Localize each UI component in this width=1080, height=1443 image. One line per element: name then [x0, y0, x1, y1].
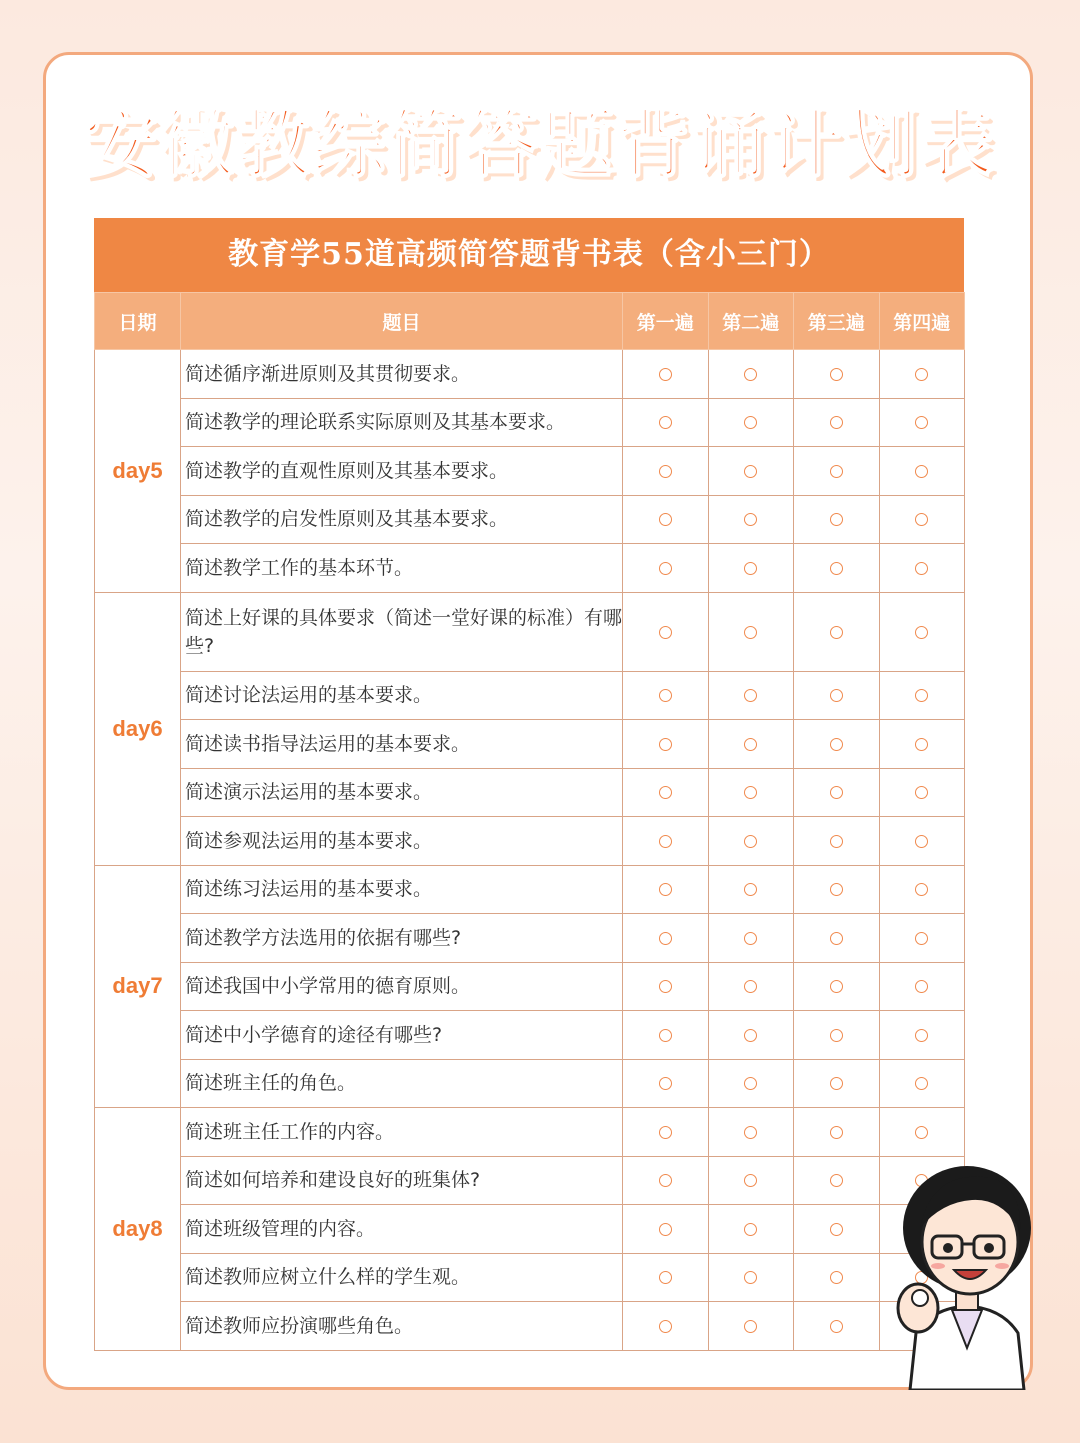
- table-body: [95, 350, 965, 1351]
- pass-1-cell: [623, 1059, 709, 1108]
- pass-3-cell: [794, 962, 880, 1011]
- checkbox-circle-icon[interactable]: [744, 689, 757, 702]
- checkbox-circle-icon[interactable]: [659, 562, 672, 575]
- pass-3-cell: [794, 1108, 880, 1157]
- checkbox-circle-icon[interactable]: [830, 835, 843, 848]
- table-row: [95, 865, 965, 914]
- checkbox-circle-icon[interactable]: [659, 1077, 672, 1090]
- pass-3-cell: [794, 592, 880, 671]
- pass-4-cell: [879, 544, 965, 593]
- table-row: [95, 817, 965, 866]
- checkbox-circle-icon[interactable]: [744, 416, 757, 429]
- pass-2-cell: [708, 350, 794, 399]
- pass-3-cell: [794, 1205, 880, 1254]
- day-label: day7: [95, 865, 181, 1108]
- pass-1-cell: [623, 350, 709, 399]
- checkbox-circle-icon[interactable]: [830, 1029, 843, 1042]
- pass-4-cell: [879, 592, 965, 671]
- checkbox-circle-icon[interactable]: [659, 1029, 672, 1042]
- question-text: 简述教学的理论联系实际原则及其基本要求。: [181, 398, 623, 447]
- table-row: [95, 720, 965, 769]
- pass-4-cell: [879, 495, 965, 544]
- pass-4-cell: [879, 962, 965, 1011]
- pass-1-cell: [623, 865, 709, 914]
- pass-1-cell: [623, 398, 709, 447]
- table-row: [95, 1059, 965, 1108]
- checkbox-circle-icon[interactable]: [830, 980, 843, 993]
- pass-2-cell: [708, 592, 794, 671]
- header-pass-2: 第二遍: [708, 293, 794, 350]
- table-row: [95, 1253, 965, 1302]
- pass-2-cell: [708, 398, 794, 447]
- checkbox-circle-icon[interactable]: [830, 416, 843, 429]
- question-text: 简述讨论法运用的基本要求。: [181, 671, 623, 720]
- pass-4-cell: [879, 447, 965, 496]
- plan-table: [94, 292, 965, 1351]
- pass-1-cell: [623, 1205, 709, 1254]
- checkbox-circle-icon[interactable]: [744, 1223, 757, 1236]
- question-text: 简述循序渐进原则及其贯彻要求。: [181, 350, 623, 399]
- table-row: [95, 447, 965, 496]
- pass-3-cell: [794, 865, 880, 914]
- table-row: [95, 914, 965, 963]
- checkbox-circle-icon[interactable]: [744, 980, 757, 993]
- teacher-avatar: [892, 1158, 1042, 1390]
- table-row: [95, 495, 965, 544]
- pass-2-cell: [708, 544, 794, 593]
- question-text: 简述班主任工作的内容。: [181, 1108, 623, 1157]
- pass-3-cell: [794, 350, 880, 399]
- pass-1-cell: [623, 768, 709, 817]
- checkbox-circle-icon[interactable]: [659, 689, 672, 702]
- checkbox-circle-icon[interactable]: [915, 1077, 928, 1090]
- question-text: 简述教学的直观性原则及其基本要求。: [181, 447, 623, 496]
- checkbox-circle-icon[interactable]: [659, 465, 672, 478]
- pass-1-cell: [623, 1253, 709, 1302]
- checkbox-circle-icon[interactable]: [744, 562, 757, 575]
- pass-1-cell: [623, 1156, 709, 1205]
- table-row: [95, 768, 965, 817]
- pass-3-cell: [794, 768, 880, 817]
- pass-2-cell: [708, 1059, 794, 1108]
- day-label: day8: [95, 1108, 181, 1351]
- checkbox-circle-icon[interactable]: [744, 1271, 757, 1284]
- checkbox-circle-icon[interactable]: [830, 1271, 843, 1284]
- checkbox-circle-icon[interactable]: [830, 1320, 843, 1333]
- pass-2-cell: [708, 962, 794, 1011]
- checkbox-circle-icon[interactable]: [830, 786, 843, 799]
- pass-3-cell: [794, 1156, 880, 1205]
- day-label: day5: [95, 350, 181, 593]
- checkbox-circle-icon[interactable]: [744, 738, 757, 751]
- pass-2-cell: [708, 1108, 794, 1157]
- checkbox-circle-icon[interactable]: [659, 980, 672, 993]
- pass-1-cell: [623, 495, 709, 544]
- question-text: 简述我国中小学常用的德育原则。: [181, 962, 623, 1011]
- pass-1-cell: [623, 671, 709, 720]
- header-question: 题目: [181, 293, 623, 350]
- pass-4-cell: [879, 1011, 965, 1060]
- checkbox-circle-icon[interactable]: [915, 786, 928, 799]
- page-title: 安徽教综简答题背诵计划表: [84, 102, 996, 188]
- question-text: 简述教学的启发性原则及其基本要求。: [181, 495, 623, 544]
- question-text: 简述班级管理的内容。: [181, 1205, 623, 1254]
- pass-3-cell: [794, 1011, 880, 1060]
- pass-1-cell: [623, 447, 709, 496]
- pass-3-cell: [794, 817, 880, 866]
- checkbox-circle-icon[interactable]: [744, 368, 757, 381]
- checkbox-circle-icon[interactable]: [915, 883, 928, 896]
- checkbox-circle-icon[interactable]: [830, 465, 843, 478]
- checkbox-circle-icon[interactable]: [659, 1271, 672, 1284]
- table-row: [95, 962, 965, 1011]
- pass-4-cell: [879, 1059, 965, 1108]
- question-text: 简述读书指导法运用的基本要求。: [181, 720, 623, 769]
- checkbox-circle-icon[interactable]: [915, 626, 928, 639]
- pass-1-cell: [623, 914, 709, 963]
- pass-2-cell: [708, 1205, 794, 1254]
- pass-4-cell: [879, 671, 965, 720]
- question-text: 简述教学工作的基本环节。: [181, 544, 623, 593]
- checkbox-circle-icon[interactable]: [830, 626, 843, 639]
- checkbox-circle-icon[interactable]: [915, 562, 928, 575]
- checkbox-circle-icon[interactable]: [744, 1126, 757, 1139]
- pass-3-cell: [794, 447, 880, 496]
- checkbox-circle-icon[interactable]: [915, 368, 928, 381]
- question-text: 简述如何培养和建设良好的班集体?: [181, 1156, 623, 1205]
- checkbox-circle-icon[interactable]: [744, 465, 757, 478]
- table-row: [95, 1156, 965, 1205]
- checkbox-circle-icon[interactable]: [744, 1029, 757, 1042]
- pass-2-cell: [708, 1011, 794, 1060]
- pass-4-cell: [879, 720, 965, 769]
- checkbox-circle-icon[interactable]: [659, 368, 672, 381]
- checkbox-circle-icon[interactable]: [915, 513, 928, 526]
- checkbox-circle-icon[interactable]: [915, 689, 928, 702]
- pass-1-cell: [623, 592, 709, 671]
- pass-1-cell: [623, 544, 709, 593]
- pass-4-cell: [879, 350, 965, 399]
- checkbox-circle-icon[interactable]: [915, 1126, 928, 1139]
- question-text: 简述教师应扮演哪些角色。: [181, 1302, 623, 1351]
- checkbox-circle-icon[interactable]: [915, 465, 928, 478]
- checkbox-circle-icon[interactable]: [659, 626, 672, 639]
- checkbox-circle-icon[interactable]: [744, 883, 757, 896]
- checkbox-circle-icon[interactable]: [830, 368, 843, 381]
- header-row: [95, 293, 965, 350]
- checkbox-circle-icon[interactable]: [659, 1223, 672, 1236]
- checkbox-circle-icon[interactable]: [915, 416, 928, 429]
- header-pass-3: 第三遍: [794, 293, 880, 350]
- question-text: 简述参观法运用的基本要求。: [181, 817, 623, 866]
- checkbox-circle-icon[interactable]: [659, 786, 672, 799]
- checkbox-circle-icon[interactable]: [659, 1174, 672, 1187]
- pass-3-cell: [794, 1059, 880, 1108]
- checkbox-circle-icon[interactable]: [744, 932, 757, 945]
- pass-2-cell: [708, 914, 794, 963]
- pass-1-cell: [623, 720, 709, 769]
- pass-2-cell: [708, 720, 794, 769]
- checkbox-circle-icon[interactable]: [830, 1077, 843, 1090]
- table-row: [95, 592, 965, 671]
- pass-2-cell: [708, 768, 794, 817]
- header-date: 日期: [95, 293, 181, 350]
- checkbox-circle-icon[interactable]: [744, 1077, 757, 1090]
- pass-3-cell: [794, 671, 880, 720]
- table-row: [95, 1302, 965, 1351]
- pass-1-cell: [623, 1302, 709, 1351]
- checkbox-circle-icon[interactable]: [915, 1029, 928, 1042]
- pass-2-cell: [708, 817, 794, 866]
- question-text: 简述班主任的角色。: [181, 1059, 623, 1108]
- pass-3-cell: [794, 914, 880, 963]
- checkbox-circle-icon[interactable]: [915, 932, 928, 945]
- checkbox-circle-icon[interactable]: [915, 980, 928, 993]
- table-row: [95, 1011, 965, 1060]
- pass-3-cell: [794, 720, 880, 769]
- pass-2-cell: [708, 1156, 794, 1205]
- checkbox-circle-icon[interactable]: [744, 786, 757, 799]
- pass-2-cell: [708, 865, 794, 914]
- table-row: [95, 671, 965, 720]
- pass-3-cell: [794, 1253, 880, 1302]
- pass-4-cell: [879, 398, 965, 447]
- pass-1-cell: [623, 1011, 709, 1060]
- table-subtitle: 教育学55道高频简答题背书表（含小三门）: [94, 218, 964, 292]
- checkbox-circle-icon[interactable]: [744, 1320, 757, 1333]
- pass-4-cell: [879, 1108, 965, 1157]
- question-text: 简述教师应树立什么样的学生观。: [181, 1253, 623, 1302]
- checkbox-circle-icon[interactable]: [915, 835, 928, 848]
- checkbox-circle-icon[interactable]: [915, 738, 928, 751]
- pass-3-cell: [794, 1302, 880, 1351]
- pass-1-cell: [623, 1108, 709, 1157]
- pass-1-cell: [623, 962, 709, 1011]
- header-pass-1: 第一遍: [623, 293, 709, 350]
- pass-3-cell: [794, 544, 880, 593]
- checkbox-circle-icon[interactable]: [830, 883, 843, 896]
- checkbox-circle-icon[interactable]: [744, 626, 757, 639]
- plan-table-wrapper: [94, 218, 964, 1351]
- header-pass-4: 第四遍: [879, 293, 965, 350]
- pass-4-cell: [879, 768, 965, 817]
- question-text: 简述教学方法选用的依据有哪些?: [181, 914, 623, 963]
- table-row: [95, 544, 965, 593]
- checkbox-circle-icon[interactable]: [830, 1174, 843, 1187]
- pass-2-cell: [708, 447, 794, 496]
- table-row: [95, 350, 965, 399]
- checkbox-circle-icon[interactable]: [659, 1126, 672, 1139]
- checkbox-circle-icon[interactable]: [830, 689, 843, 702]
- pass-2-cell: [708, 495, 794, 544]
- checkbox-circle-icon[interactable]: [659, 835, 672, 848]
- checkbox-circle-icon[interactable]: [830, 562, 843, 575]
- pass-4-cell: [879, 914, 965, 963]
- checkbox-circle-icon[interactable]: [659, 738, 672, 751]
- checkbox-circle-icon[interactable]: [659, 416, 672, 429]
- checkbox-circle-icon[interactable]: [659, 883, 672, 896]
- question-text: 简述练习法运用的基本要求。: [181, 865, 623, 914]
- pass-3-cell: [794, 495, 880, 544]
- checkbox-circle-icon[interactable]: [659, 932, 672, 945]
- pass-3-cell: [794, 398, 880, 447]
- checkbox-circle-icon[interactable]: [830, 932, 843, 945]
- checkbox-circle-icon[interactable]: [744, 835, 757, 848]
- question-text: 简述演示法运用的基本要求。: [181, 768, 623, 817]
- pass-1-cell: [623, 817, 709, 866]
- checkbox-circle-icon[interactable]: [830, 513, 843, 526]
- question-text: 简述中小学德育的途径有哪些?: [181, 1011, 623, 1060]
- checkbox-circle-icon[interactable]: [830, 738, 843, 751]
- pass-4-cell: [879, 865, 965, 914]
- checkbox-circle-icon[interactable]: [744, 513, 757, 526]
- checkbox-circle-icon[interactable]: [659, 1320, 672, 1333]
- table-row: [95, 1108, 965, 1157]
- pass-2-cell: [708, 1253, 794, 1302]
- checkbox-circle-icon[interactable]: [744, 1174, 757, 1187]
- checkbox-circle-icon[interactable]: [830, 1126, 843, 1139]
- table-row: [95, 398, 965, 447]
- pass-2-cell: [708, 671, 794, 720]
- day-label: day6: [95, 592, 181, 865]
- pass-2-cell: [708, 1302, 794, 1351]
- pass-4-cell: [879, 817, 965, 866]
- table-row: [95, 1205, 965, 1254]
- checkbox-circle-icon[interactable]: [659, 513, 672, 526]
- question-text: 简述上好课的具体要求（简述一堂好课的标准）有哪些?: [181, 592, 623, 671]
- checkbox-circle-icon[interactable]: [830, 1223, 843, 1236]
